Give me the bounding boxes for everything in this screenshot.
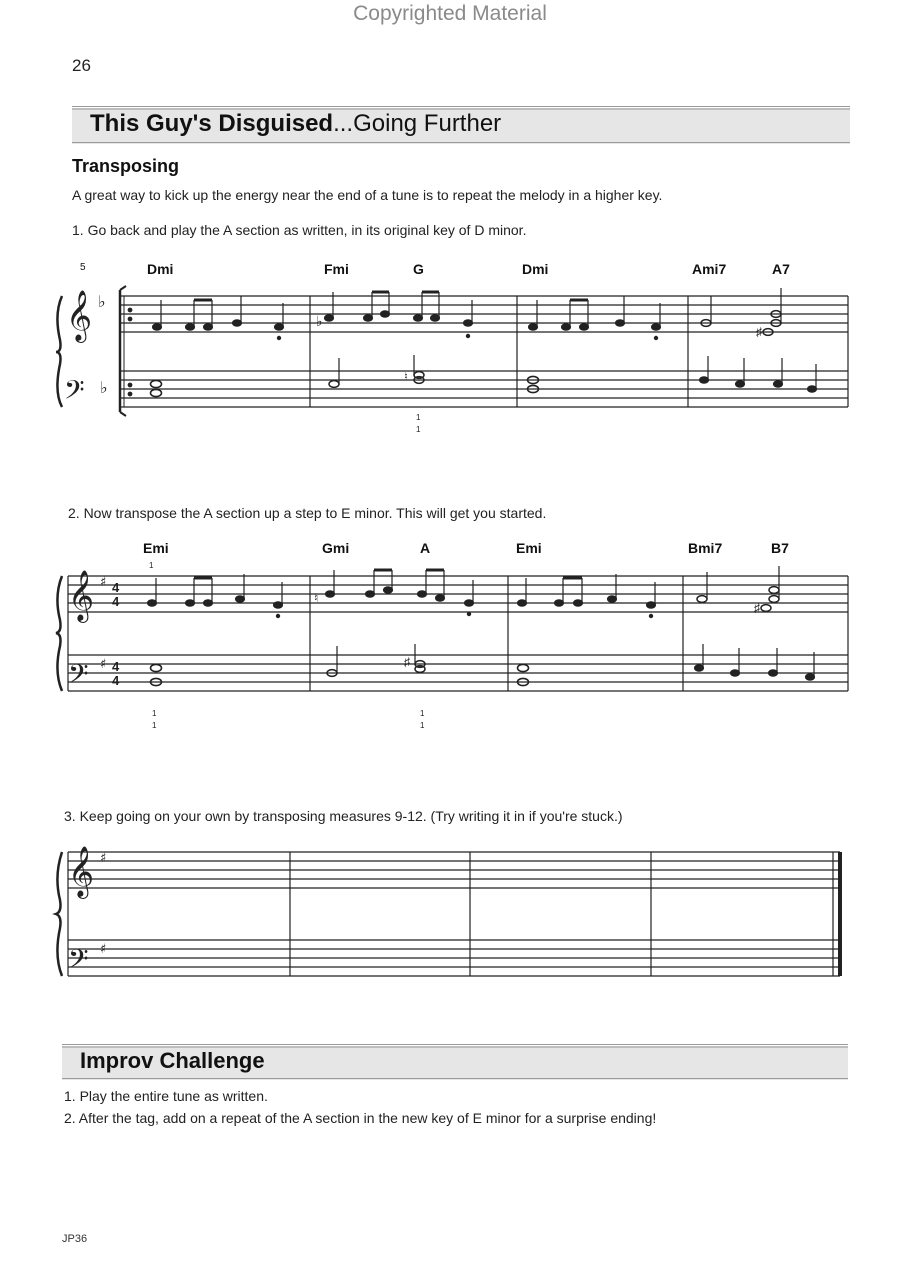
treble-clef-icon: 𝄞 — [66, 290, 93, 341]
chord-symbol: Emi — [516, 540, 542, 556]
improv-rule-top — [62, 1044, 848, 1045]
svg-text:♭: ♭ — [316, 313, 323, 329]
improv-item-2: 2. After the tag, add on a repeat of the A section in the new key of E minor for a surprise ending! — [64, 1110, 657, 1126]
treble-notes-m1 — [148, 561, 283, 618]
bass-clef-icon: 𝄢 — [68, 658, 89, 696]
treble-notes-m2 — [316, 292, 473, 338]
svg-text:♯: ♯ — [756, 325, 762, 339]
treble-notes-m3 — [518, 574, 656, 618]
bass-staff — [120, 371, 848, 407]
treble-notes-m3 — [529, 296, 661, 340]
chord-symbol: Gmi — [322, 540, 350, 556]
key-signature-sharp-icon: ♯ — [100, 851, 107, 866]
treble-staff — [120, 296, 848, 332]
bass-notes-system2 — [151, 644, 815, 730]
treble-notes-m4 — [697, 566, 779, 615]
transposing-intro: A great way to kick up the energy near the end of a tune is to repeat the melody in a higher key. — [72, 187, 663, 203]
time-signature: 4 — [112, 580, 120, 595]
svg-text:1: 1 — [420, 721, 425, 730]
step-3-text: 3. Keep going on your own by transposing measures 9-12. (Try writing it in if you're stuck.) — [64, 808, 623, 824]
key-signature-flat-icon: ♭ — [100, 378, 108, 397]
improv-item-1: 1. Play the entire tune as written. — [64, 1088, 268, 1104]
measure-number: 5 — [80, 262, 86, 273]
improv-rule-bottom — [62, 1078, 848, 1079]
chord-symbol: Dmi — [147, 261, 174, 277]
key-signature-sharp-icon: ♯ — [100, 575, 107, 590]
svg-text:♮: ♮ — [404, 371, 408, 383]
key-signature-flat-icon: ♭ — [98, 292, 106, 311]
bass-clef-icon: 𝄢 — [64, 374, 85, 412]
chord-symbol: Dmi — [522, 261, 549, 277]
chord-symbol: A7 — [772, 261, 790, 277]
treble-notes-m2 — [314, 570, 474, 616]
bass-staff — [68, 940, 840, 976]
svg-text:♯: ♯ — [754, 601, 760, 615]
treble-clef-icon: 𝄞 — [68, 846, 95, 897]
treble-notes-m1 — [153, 296, 284, 340]
svg-text:♯: ♯ — [404, 655, 410, 669]
chord-symbol: Ami7 — [692, 261, 727, 277]
page-title-bold: This Guy's Disguised — [90, 110, 334, 137]
page-number: 26 — [72, 56, 91, 75]
copyright-watermark: Copyrighted Material — [353, 2, 547, 25]
svg-text:1: 1 — [152, 709, 157, 718]
improv-title: Improv Challenge — [80, 1048, 265, 1073]
chord-symbol: B7 — [771, 540, 789, 556]
treble-clef-icon: 𝄞 — [68, 570, 95, 621]
grand-staff-brace — [56, 296, 62, 407]
svg-text:4: 4 — [112, 594, 120, 609]
grand-staff-brace — [56, 852, 62, 976]
svg-text:1: 1 — [416, 413, 421, 422]
transposing-heading: Transposing — [72, 156, 180, 176]
svg-text:1: 1 — [416, 425, 421, 434]
step-2-text: 2. Now transpose the A section up a step to E minor. This will get you started. — [68, 505, 547, 521]
step-1-text: 1. Go back and play the A section as written, in its original key of D minor. — [72, 222, 527, 238]
svg-text:1: 1 — [149, 561, 154, 570]
treble-staff — [68, 576, 848, 612]
chord-symbol: G — [413, 261, 424, 277]
grand-staff-brace — [56, 576, 62, 691]
key-signature-sharp-icon: ♯ — [100, 657, 107, 672]
footer-code: JP36 — [62, 1233, 88, 1245]
chord-symbol: Emi — [143, 540, 169, 556]
chord-symbol: A — [420, 540, 431, 556]
svg-text:1: 1 — [420, 709, 425, 718]
svg-text:4: 4 — [112, 673, 120, 688]
key-signature-sharp-icon: ♯ — [100, 942, 107, 957]
chord-symbol: Fmi — [324, 261, 349, 277]
bass-notes-system1 — [151, 355, 817, 434]
chord-symbol: Bmi7 — [688, 540, 723, 556]
treble-staff — [68, 852, 840, 888]
svg-text:1: 1 — [152, 721, 157, 730]
time-signature: 4 — [112, 659, 120, 674]
svg-text:♮: ♮ — [314, 591, 319, 605]
page-title-rest: ...Going Further — [333, 110, 502, 137]
bass-clef-icon: 𝄢 — [68, 943, 89, 981]
